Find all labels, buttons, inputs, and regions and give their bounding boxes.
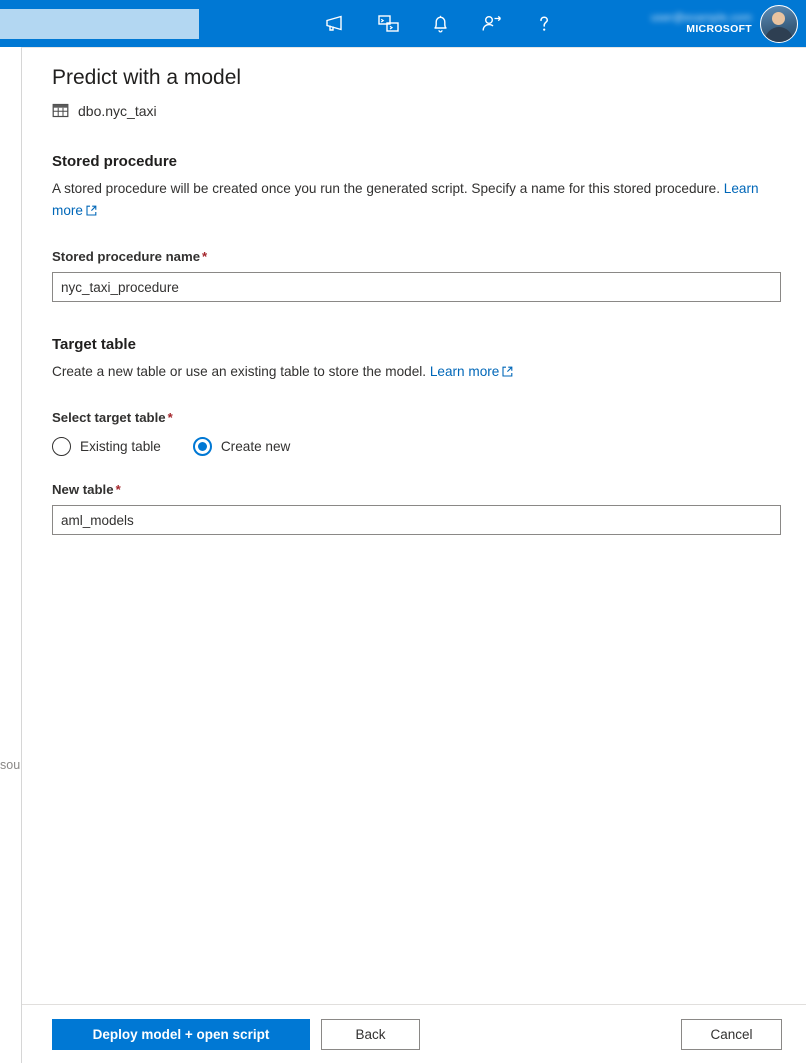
account-name: user@example.com [650,11,752,24]
account-organization: MICROSOFT [686,22,752,35]
blade-footer [22,1004,806,1063]
table-name: dbo.nyc_taxi [78,102,157,119]
external-link-icon [86,201,97,223]
stored-procedure-learn-more-label: Learn more [52,181,759,218]
breadcrumb [52,102,777,119]
account-area[interactable] [651,0,798,47]
cloud-shell-icon[interactable] [377,13,399,35]
deploy-model-open-script-button[interactable]: Deploy model + open script [52,1019,310,1050]
background-partial-text: sou [0,758,20,772]
settings-directory-icon[interactable] [481,13,503,35]
avatar[interactable] [760,5,798,43]
target-table-learn-more-link[interactable] [430,364,514,379]
stored-procedure-name-label-text: Stored procedure name [52,249,201,264]
select-target-table-label [52,410,777,425]
radio-circle-icon [52,437,71,456]
stored-procedure-heading: Stored procedure [52,153,178,170]
external-link-icon [502,362,513,384]
radio-existing-table-label: Existing table [80,439,161,454]
target-table-radio-group [52,437,777,456]
required-asterisk: * [115,482,121,497]
avatar-head [772,12,785,25]
page-title: Predict with a model [52,66,242,89]
radio-existing-table[interactable] [52,437,161,456]
required-asterisk: * [202,249,208,264]
target-table-description [52,361,777,384]
stored-procedure-description [52,178,777,223]
radio-circle-selected-icon [193,437,212,456]
select-target-table-label-text: Select target table [52,410,166,425]
radio-create-new-label: Create new [220,439,291,454]
background-page-sliver [0,47,21,1063]
required-asterisk: * [167,410,173,425]
table-icon [52,102,69,119]
stored-procedure-description-text: A stored procedure will be created once you run the generated script. Specify a name for this stored procedure. [52,181,720,196]
avatar-body [765,27,793,43]
new-table-label [52,482,777,497]
stored-procedure-name-label [52,249,777,264]
back-button[interactable]: Back [321,1019,420,1050]
target-table-heading: Target table [52,336,136,353]
target-table-description-text: Create a new table or use an existing table to store the model. [52,364,427,379]
account-text-block [651,12,752,36]
blade-content-area [22,48,806,1005]
feedback-icon[interactable] [325,13,347,35]
notifications-bell-icon[interactable] [429,13,451,35]
predict-with-model-blade [21,47,806,1063]
target-table-learn-more-label: Learn more [429,364,500,379]
azure-top-bar [0,0,806,47]
topbar-icon-group [325,13,555,35]
radio-create-new[interactable] [193,437,291,456]
new-table-label-text: New table [52,482,114,497]
cancel-button[interactable]: Cancel [681,1019,782,1050]
global-search-input[interactable] [0,9,199,39]
help-question-icon[interactable] [533,13,555,35]
stored-procedure-name-input[interactable] [52,272,781,302]
new-table-input[interactable] [52,505,781,535]
